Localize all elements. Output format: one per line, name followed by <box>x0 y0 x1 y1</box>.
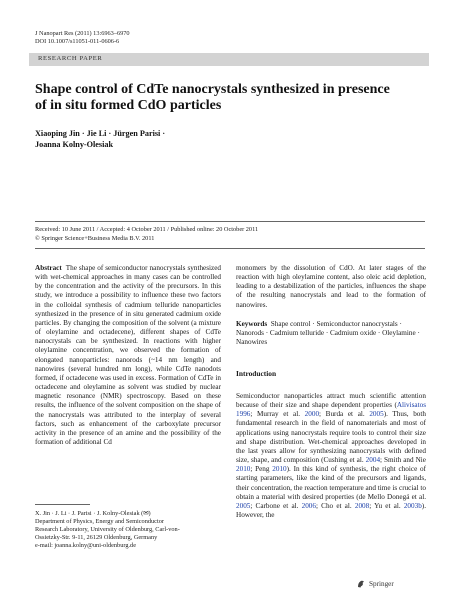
citation-link[interactable]: 2004 <box>365 456 381 465</box>
citation-link[interactable]: 2010 <box>272 465 287 474</box>
citation-link[interactable]: Alivisatos 1996 <box>236 401 426 419</box>
copyright-line: © Springer Science+Business Media B.V. 2011 <box>35 234 155 242</box>
intro-text: ; Carbone et al. <box>250 501 302 510</box>
intro-text: Semiconductor nanoparticles attract much scientific attention because of their size and shape dependent properties ( <box>236 392 426 410</box>
abstract-block <box>35 264 221 447</box>
intro-text: ; Yu et al. <box>369 501 404 510</box>
citation-link[interactable]: 2008 <box>354 501 370 510</box>
article-history <box>35 226 435 243</box>
article-type-banner <box>29 53 429 66</box>
keywords-label: Keywords <box>236 320 268 328</box>
author-affiliation-footnote <box>35 510 225 550</box>
intro-text: ). However, the <box>236 501 426 520</box>
paper-title <box>35 82 425 114</box>
intro-text: ). Thus, both fundamental research in the field of nanomaterials and most of applications using nanocrystals require tools to control their size and shape distribution. Wet-chemical approaches developed in the last years allow for synthesizing nanocrystals with defined size, shape, and composition (Cushing et al. <box>236 410 426 465</box>
history-top-rule <box>35 221 425 222</box>
citation-link[interactable]: 2005 <box>236 501 251 510</box>
keywords-block <box>236 320 426 347</box>
footnote-email[interactable]: e-mail: joanna.kolny@uni-oldenburg.de <box>35 542 136 549</box>
citation-link[interactable]: 2010 <box>236 465 251 474</box>
abstract-continued-text: monomers by the dissolution of CdO. At later stages of the reaction with high oleylamine content, also oleic acid depletion, leading to a destabilization of the particles, influences the shape of the resulting nanocrystals and lead to the formation of nanowires. <box>236 264 426 309</box>
footnote-department: Department of Physics, Energy and Semiconductor <box>35 518 164 525</box>
article-type-label: RESEARCH PAPER <box>38 55 103 62</box>
intro-text: ; Burda et al. <box>319 410 370 419</box>
citation-link[interactable]: 2003b <box>403 501 422 510</box>
intro-text: ; Smith and Nie <box>380 456 426 465</box>
keywords-text: Shape control · Semiconductor nanocrystals · Nanorods · Cadmium telluride · Cadmium oxide · Oleylamine · Nanowires <box>236 320 420 347</box>
authors-line-1: Xiaoping Jin · Jie Li · Jürgen Parisi · <box>35 129 166 138</box>
abstract-text: The shape of semiconductor nanocrystals synthesized with wet-chemical approaches in many cases can be controlled by the concentration and the activity of the precursors. In this study, we introduce a possibility to influence these two factors in the colloidal synthesis of cadmium telluride nanoparticles synthesized in the presence of in situ generated cadmium oxide particles. By changing the composition of the solvent (a mixture of oleylamine and octadecene), different shapes of CdTe nanocrystals can be synthesized. In reactions with higher oleylamine concentration, we observed the formation of elongated nanoparticles: nanorods (~14 nm length) and nanowires (several hundred nm long), while CdTe nanodots formed, if octadecene was used in excess. Formation of CdTe in octadecene and oleylamine as solvent was studied by nuclear magnetic resonance (NMR) spectroscopy. Based on these results, the influence of the solvent composition on the shape of the nanocrystals was attributed to the interplay of several factors, such as enhancement of the carboxylate precursor activity in the presence of an amine and the possibility of the formation of additional Cd <box>35 264 221 446</box>
abstract-label: Abstract <box>35 264 62 272</box>
intro-text: ; Cho et al. <box>315 501 355 510</box>
citation-link[interactable]: 2005 <box>369 410 384 419</box>
authors-line-2: Joanna Kolny-Olesiak <box>35 140 114 149</box>
springer-horse-icon <box>356 579 366 589</box>
citation-link[interactable]: 2006 <box>301 501 316 510</box>
introduction-paragraph <box>236 392 426 520</box>
publisher-name: Springer <box>369 580 394 588</box>
intro-text: ; Peng <box>250 465 273 474</box>
journal-volume: J Nanopart Res (2011) 13:6963–6970 <box>35 30 130 37</box>
section-heading-introduction: Introduction <box>236 369 277 378</box>
history-dates: Received: 10 June 2011 / Accepted: 4 October 2011 / Published online: 20 October 2011 <box>35 226 259 233</box>
footnote-lab: Research Laboratory, University of Oldenburg, Carl-von- <box>35 526 180 533</box>
footnote-address: Ossietzky-Str. 9-11, 26129 Oldenburg, Germany <box>35 534 158 541</box>
paper-title-line-1: Shape control of CdTe nanocrystals synthesized in presence <box>35 82 390 97</box>
footnote-authors: X. Jin · J. Li · J. Parisi · J. Kolny-Olesiak (✉) <box>35 510 151 517</box>
paper-title-line-2: of in situ formed CdO particles <box>35 98 222 113</box>
citation-link[interactable]: 2000 <box>304 410 320 419</box>
abstract-continuation <box>236 264 426 310</box>
history-bottom-rule <box>35 248 425 249</box>
publisher-logo <box>356 579 394 589</box>
footnote-divider <box>35 504 90 505</box>
intro-text: ). In this kind of synthesis, the right choice of starting parameters, like the kind of the precursors and ligands, their concentration, the reaction temperature and time is crucial to obtain a material with desired properties (de Mello Donegá et al. <box>236 465 426 501</box>
intro-text: ; Murray et al. <box>250 410 305 419</box>
author-list <box>35 128 335 150</box>
journal-doi: DOI 10.1007/s11051-011-0606-6 <box>35 38 120 45</box>
journal-citation <box>35 30 130 46</box>
